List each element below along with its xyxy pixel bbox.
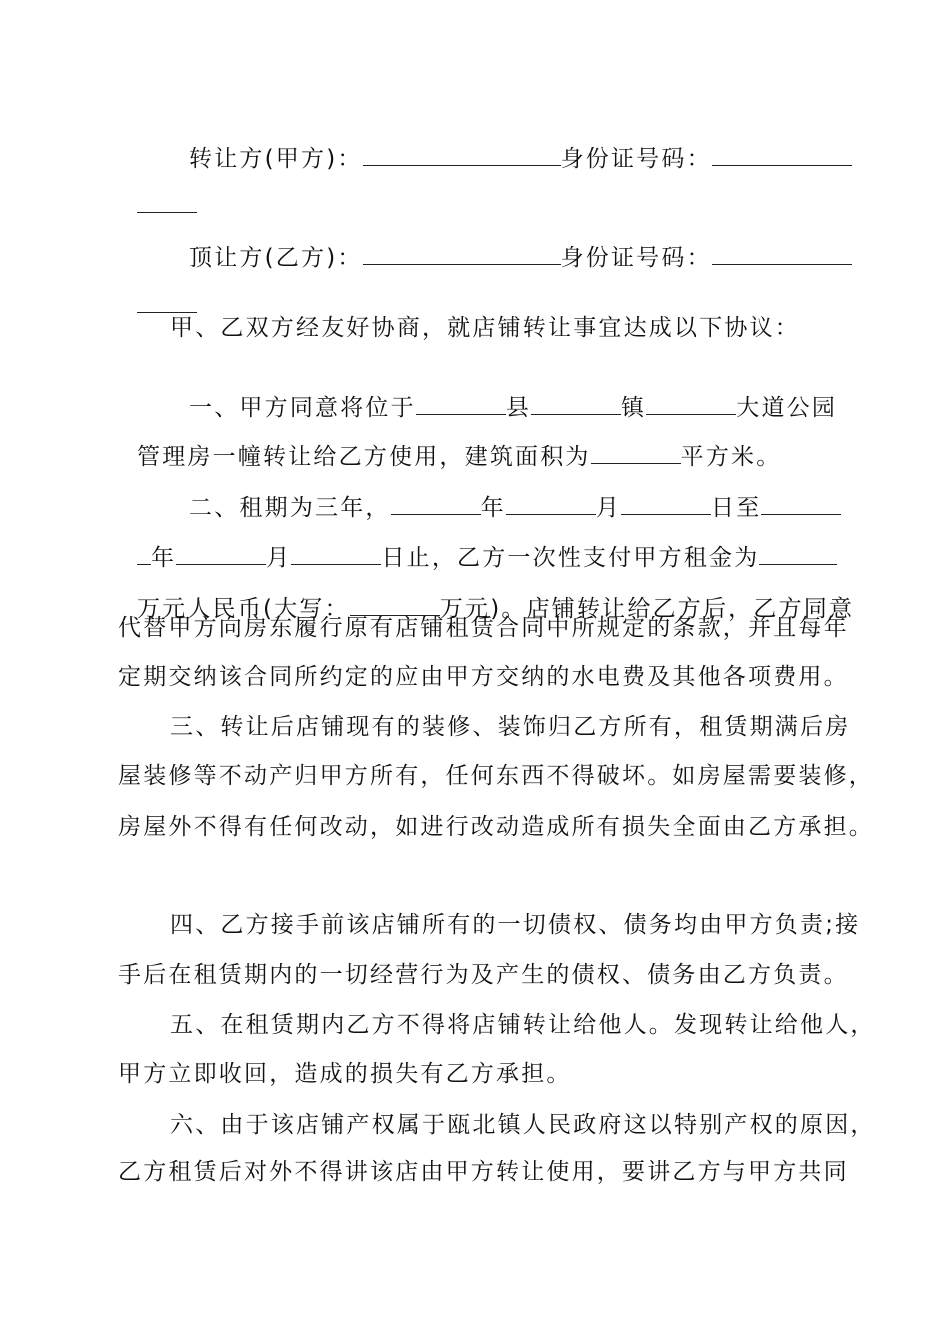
party-b-id-continuation — [118, 260, 197, 321]
rent-amount-blank[interactable] — [759, 542, 837, 565]
party-a-id-blank[interactable] — [712, 143, 852, 166]
clause-4-line-2: 手后在租赁期内的一切经营行为及产生的债权、债务由乙方负责。 — [118, 962, 849, 988]
party-b-label: 顶让方(乙方)： — [189, 245, 363, 271]
clause-5-line-1: 五、在租赁期内乙方不得将店铺转让给他人。发现转让给他人， — [170, 1012, 876, 1038]
party-b-name-blank[interactable] — [363, 242, 561, 265]
area-blank[interactable] — [591, 441, 681, 464]
road-label: 大道公园 — [736, 395, 838, 421]
id-number-label: 身份证号码： — [560, 146, 712, 172]
clause-3-line-1: 三、转让后店铺现有的装修、装饰归乙方所有，租赁期满后房 — [170, 714, 851, 740]
month-label: 月 — [595, 495, 622, 521]
party-b-id-blank[interactable] — [712, 242, 852, 265]
rent-continue-text: 万元)。店铺转让给乙方后，乙方同意 — [439, 596, 855, 622]
clause-6-line-1: 六、由于该店铺产权属于瓯北镇人民政府这以特别产权的原因， — [170, 1112, 876, 1138]
party-a-line — [170, 113, 852, 174]
end-day-blank[interactable] — [291, 542, 381, 565]
day-to-label: 日至 — [711, 495, 762, 521]
clause-1-text: 一、甲方同意将位于 — [189, 395, 416, 421]
county-label: 县 — [505, 395, 532, 421]
rent-currency-text: 万元人民币(大写： — [137, 596, 350, 622]
clause-6-line-2: 乙方租赁后对外不得讲该店由甲方转让使用，要讲乙方与甲方共同 — [118, 1159, 849, 1185]
id-number-label: 身份证号码： — [560, 245, 712, 271]
party-a-name-blank[interactable] — [363, 143, 561, 166]
clause-3-line-3: 房屋外不得有任何改动，如进行改动造成所有损失全面由乙方承担。 — [118, 814, 874, 840]
party-b-line — [170, 212, 852, 273]
rent-text: 日止，乙方一次性支付甲方租金为 — [381, 545, 760, 571]
clause-4-line-1: 四、乙方接手前该店铺所有的一切债权、债务均由甲方负责;接 — [170, 912, 861, 938]
party-b-id-blank-cont[interactable] — [137, 290, 197, 313]
clause-3-line-2: 屋装修等不动产归甲方所有，任何东西不得破坏。如房屋需要装修， — [118, 763, 874, 789]
year-label-2: 年 — [151, 545, 177, 571]
end-year-blank-cont[interactable] — [137, 542, 151, 565]
month-label-2: 月 — [266, 545, 292, 571]
year-label: 年 — [480, 495, 506, 521]
clause-2-text: 二、租期为三年， — [189, 495, 391, 521]
clause-1-text-2: 管理房一幢转让给乙方使用，建筑面积为 — [137, 444, 591, 470]
clause-5-line-2: 甲方立即收回，造成的损失有乙方承担。 — [118, 1061, 572, 1087]
clause-2-line-5: 定期交纳该合同所约定的应由甲方交纳的水电费及其他各项费用。 — [118, 664, 849, 690]
party-a-label: 转让方(甲方)： — [189, 146, 363, 172]
party-a-id-blank-cont[interactable] — [137, 190, 197, 213]
town-label: 镇 — [621, 395, 647, 421]
area-unit: 平方米。 — [680, 444, 782, 470]
clause-2-line-4: 代替甲方向房东履行原有店铺租赁合同中所规定的条款，并且每年 — [118, 615, 849, 641]
intro-paragraph: 甲、乙双方经友好协商，就店铺转让事宜达成以下协议： — [170, 315, 800, 341]
end-month-blank[interactable] — [176, 542, 266, 565]
